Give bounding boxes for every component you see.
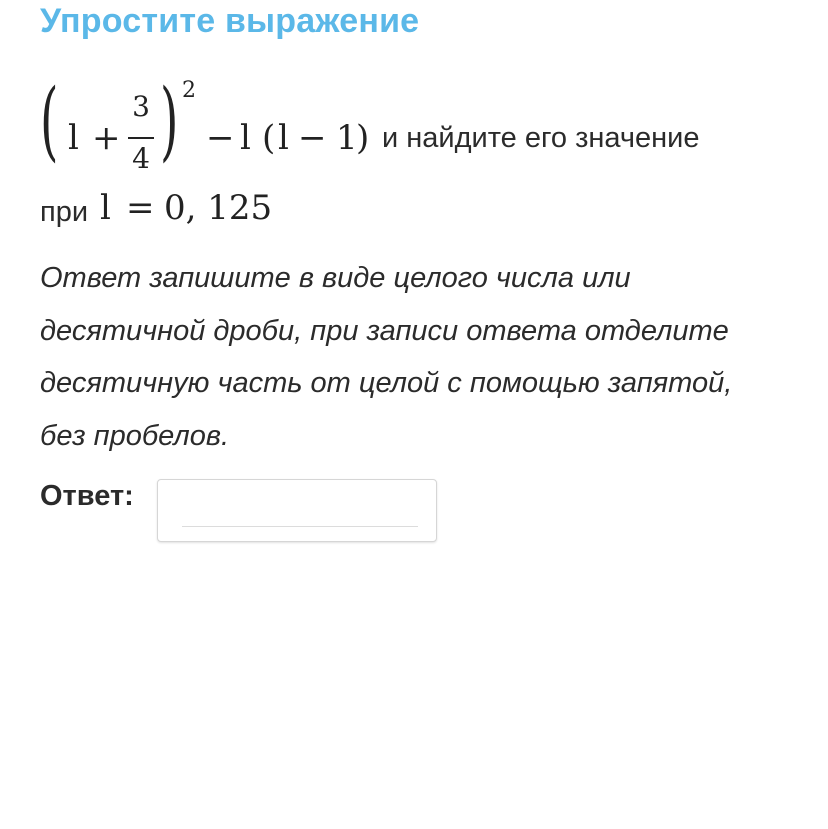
answer-label: Ответ: <box>40 480 134 512</box>
answer-input[interactable] <box>182 494 418 527</box>
value-line <box>40 188 440 232</box>
fraction-bar <box>128 137 154 139</box>
math-expression <box>40 71 800 192</box>
variable-l-4: l <box>100 188 111 228</box>
right-big-paren: ) <box>160 71 179 171</box>
variable-l: l <box>68 118 79 158</box>
given-value: 0, 125 <box>164 188 273 228</box>
answer-instruction: Ответ запишите в виде целого числа или десятичной дроби, при записи ответа отделите десятичную часть от целой с помощью запятой, без пробелов. <box>40 262 733 452</box>
fraction-numerator: 3 <box>132 90 150 123</box>
plus-sign: + <box>92 118 121 158</box>
page-title: Упростите выражение <box>40 2 420 40</box>
minus-sign: − <box>206 118 235 158</box>
equals-sign: = <box>126 188 155 228</box>
open-paren: ( <box>262 118 276 158</box>
answer-box[interactable] <box>157 479 437 542</box>
variable-l-2: l <box>240 118 251 158</box>
variable-l-3: l <box>278 118 289 158</box>
problem-text-after: и найдите его значение <box>382 122 700 154</box>
problem-text-at: при <box>40 196 89 228</box>
number-one: 1 <box>336 118 358 158</box>
minus-sign-inner: − <box>298 118 327 158</box>
exponent: 2 <box>182 78 196 103</box>
fraction-denominator: 4 <box>132 142 150 175</box>
left-big-paren: ( <box>40 71 59 171</box>
close-paren: ) <box>356 118 370 158</box>
